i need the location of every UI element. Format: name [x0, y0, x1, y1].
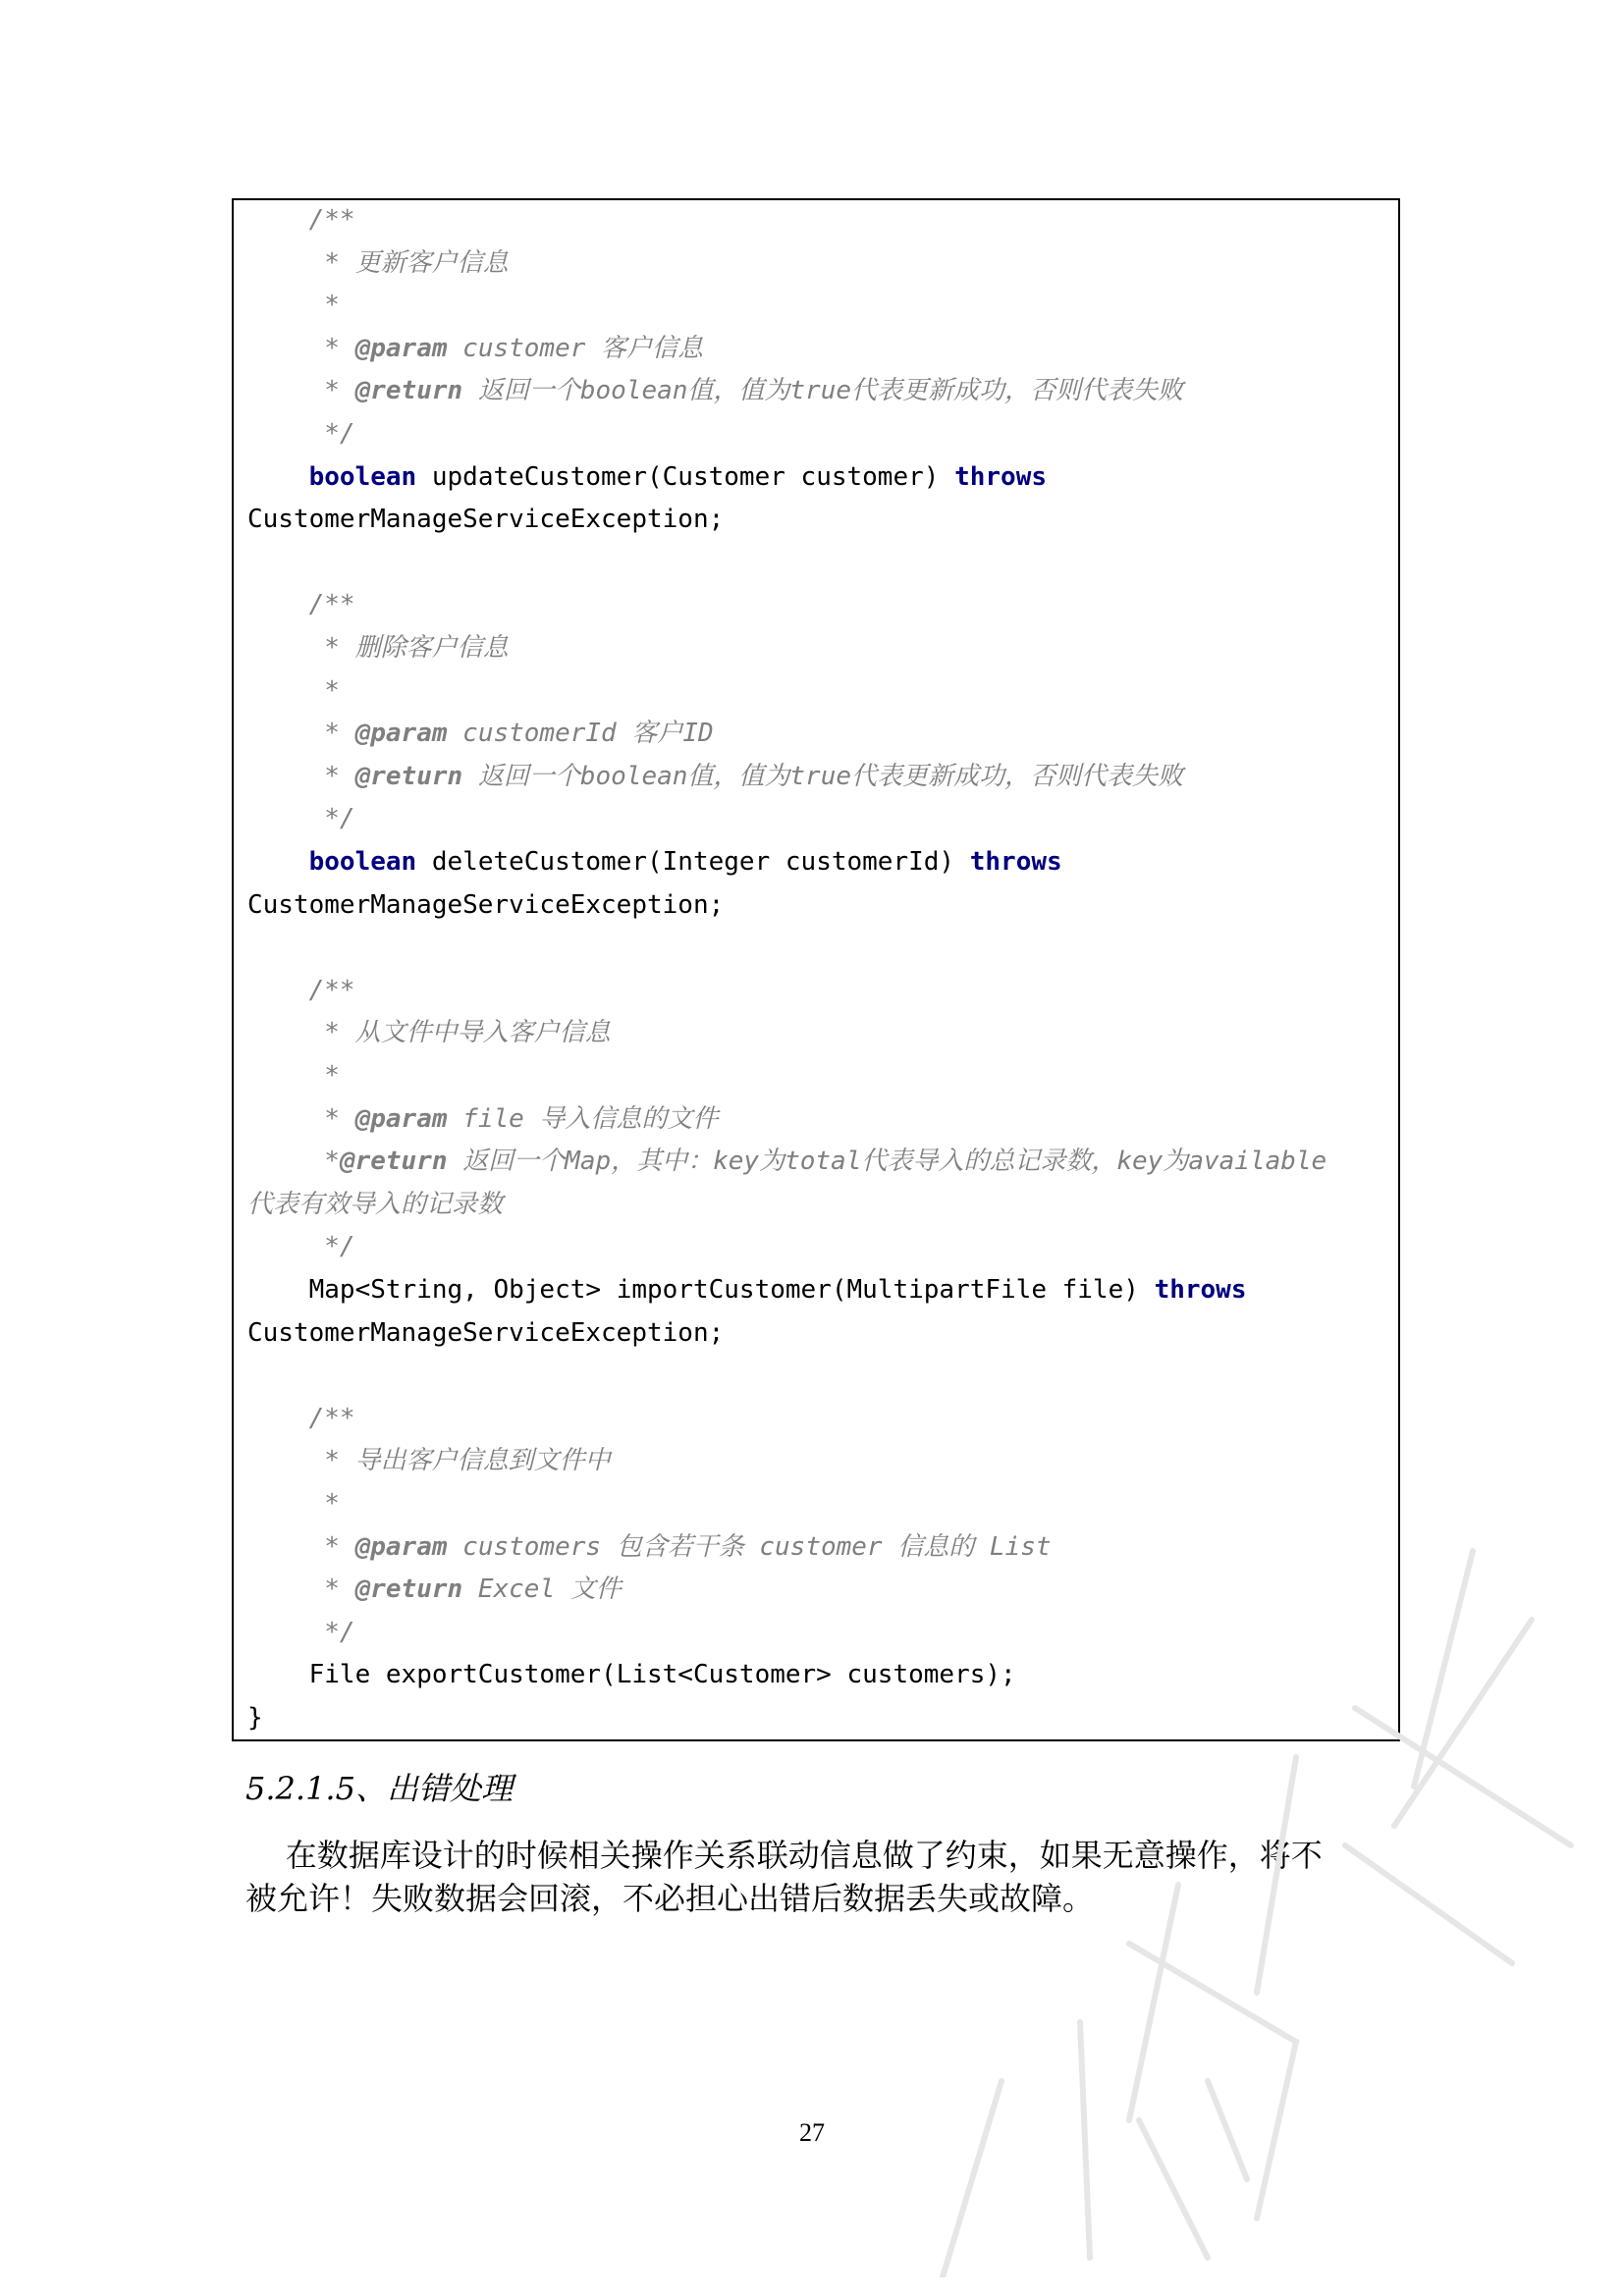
code-line	[247, 1274, 1246, 1306]
code-indent	[247, 762, 324, 791]
code-indent	[247, 248, 324, 278]
code-line	[247, 1103, 718, 1135]
code-indent	[247, 1061, 324, 1091]
code-line	[247, 247, 509, 279]
code-token: customer 客户信息	[447, 333, 704, 363]
code-token: 返回一个boolean值，值为true代表更新成功，否则代表失败	[462, 761, 1184, 791]
code-token: boolean	[308, 461, 417, 492]
code-line	[247, 675, 340, 707]
code-token: */	[324, 1617, 355, 1647]
code-token: updateCustomer(Customer customer)	[416, 461, 955, 492]
code-token: CustomerManageServiceException;	[247, 889, 725, 920]
paragraph-line-1: 在数据库设计的时候相关操作关系联动信息做了约束，如果无意操作，将不	[245, 1837, 1323, 1874]
code-token: *	[324, 1103, 355, 1134]
code-token: @param	[354, 1103, 448, 1134]
code-indent	[247, 1489, 324, 1519]
code-token: * 导出客户信息到文件中	[324, 1446, 611, 1476]
code-indent	[247, 419, 324, 449]
code-line	[247, 975, 355, 1006]
code-line	[247, 418, 355, 450]
code-line	[247, 1231, 355, 1262]
code-token: /**	[308, 205, 355, 235]
code-line	[247, 1574, 622, 1605]
code-token: /**	[308, 590, 355, 620]
code-token: @return	[354, 376, 463, 406]
code-indent	[247, 1147, 324, 1176]
code-indent	[247, 976, 309, 1005]
code-token: File exportCustomer(List<Customer> customers);	[308, 1660, 1016, 1690]
section-heading: 5.2.1.5、出错处理	[245, 1770, 513, 1807]
code-token: /**	[308, 1403, 355, 1433]
code-token: * 删除客户信息	[324, 633, 509, 663]
code-listing	[232, 198, 1400, 1741]
code-token: */	[324, 1232, 355, 1262]
code-line	[247, 1403, 355, 1434]
code-indent	[247, 633, 324, 663]
code-line	[247, 1146, 1326, 1177]
code-token: Map<String, Object> importCustomer(MultipartFile file)	[308, 1275, 1155, 1305]
code-indent	[247, 291, 324, 320]
code-line	[247, 889, 724, 921]
code-indent	[247, 1275, 309, 1305]
code-token: *	[324, 1575, 355, 1605]
code-token: @param	[354, 1531, 448, 1562]
code-token: file 导入信息的文件	[447, 1103, 719, 1134]
code-line	[247, 1702, 263, 1734]
code-token: boolean	[308, 847, 417, 877]
code-line	[247, 1060, 340, 1092]
code-indent	[247, 462, 309, 492]
code-line	[247, 333, 703, 364]
code-token: *	[324, 675, 340, 706]
code-token: *	[324, 376, 355, 406]
code-token: */	[324, 419, 355, 449]
code-token: *	[324, 1531, 355, 1562]
code-line	[247, 504, 724, 535]
code-indent	[247, 205, 309, 235]
code-token: @param	[354, 719, 448, 749]
code-indent	[247, 1446, 324, 1475]
code-indent	[247, 1104, 324, 1134]
code-line	[247, 1488, 340, 1520]
code-indent	[247, 804, 324, 833]
code-line	[247, 1189, 503, 1220]
watermark-logo	[884, 1531, 1610, 2277]
code-indent	[247, 590, 309, 619]
code-token: /**	[308, 975, 355, 1005]
code-token: 代表有效导入的记录数	[247, 1189, 504, 1219]
code-indent	[247, 376, 324, 405]
code-line	[247, 375, 1183, 406]
code-token: @return	[339, 1147, 448, 1177]
code-line	[247, 1445, 611, 1476]
code-line	[247, 461, 1047, 493]
code-indent	[247, 847, 309, 877]
code-token: }	[247, 1703, 263, 1733]
code-token: throws	[1154, 1275, 1247, 1305]
code-token: * 更新客户信息	[324, 247, 509, 278]
code-token: CustomerManageServiceException;	[247, 1317, 725, 1348]
code-token: @param	[354, 333, 448, 363]
code-indent	[247, 334, 324, 363]
code-token: @return	[354, 1575, 463, 1605]
code-line	[247, 632, 509, 664]
code-token: 返回一个Map，其中：key为total代表导入的总记录数，key为available	[447, 1147, 1327, 1177]
code-line	[247, 1617, 355, 1648]
code-indent	[247, 719, 324, 748]
code-indent	[247, 1532, 324, 1562]
code-token: */	[324, 804, 355, 834]
code-indent	[247, 1404, 309, 1433]
code-token: *	[324, 291, 340, 321]
code-line	[247, 718, 714, 749]
code-token: customerId 客户ID	[447, 719, 714, 749]
code-indent	[247, 1618, 324, 1647]
page-number: 27	[799, 2118, 825, 2147]
code-token: *	[324, 719, 355, 749]
code-indent	[247, 676, 324, 706]
paragraph-line-2: 被允许！失败数据会回滚，不必担心出错后数据丢失或故障。	[245, 1880, 1095, 1917]
code-token: throws	[954, 461, 1047, 492]
code-token: * 从文件中导入客户信息	[324, 1018, 611, 1048]
code-line	[247, 846, 1062, 878]
code-token: deleteCustomer(Integer customerId)	[416, 847, 970, 877]
code-indent	[247, 1660, 309, 1689]
code-token: throws	[969, 847, 1062, 877]
code-token: *	[324, 1147, 340, 1177]
code-indent	[247, 1018, 324, 1047]
code-line	[247, 1317, 724, 1349]
code-line	[247, 589, 355, 620]
code-line	[247, 1017, 611, 1048]
code-token: customers 包含若干条 customer 信息的 List	[447, 1531, 1052, 1562]
code-indent	[247, 1575, 324, 1604]
code-line	[247, 803, 355, 834]
code-token: CustomerManageServiceException;	[247, 505, 725, 535]
code-line	[247, 761, 1183, 792]
code-token: Excel 文件	[462, 1575, 622, 1605]
code-token: *	[324, 1489, 340, 1519]
code-line	[247, 204, 355, 236]
code-token: 返回一个boolean值，值为true代表更新成功，否则代表失败	[462, 376, 1184, 406]
code-token: @return	[354, 761, 463, 791]
code-token: *	[324, 761, 355, 791]
code-indent	[247, 1232, 324, 1261]
code-token: *	[324, 333, 355, 363]
code-token: *	[324, 1061, 340, 1091]
code-line	[247, 290, 340, 321]
